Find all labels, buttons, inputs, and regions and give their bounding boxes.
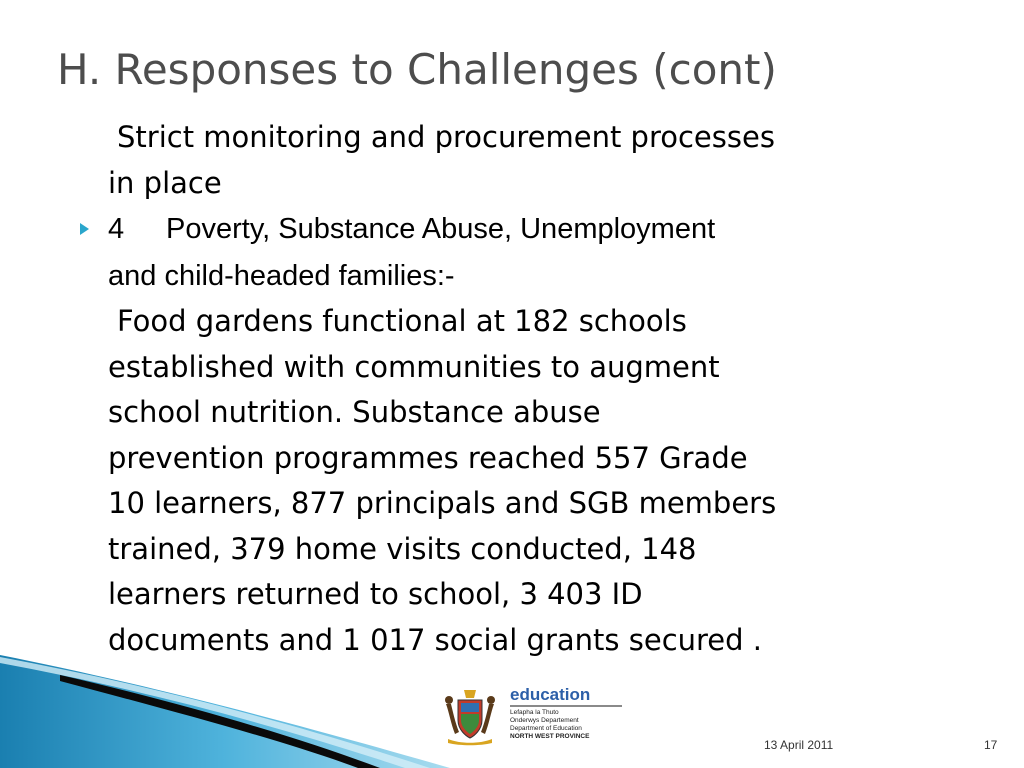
logo-divider [510, 705, 622, 707]
bullet-heading-line-1: Poverty, Substance Abuse, Unemployment [166, 213, 716, 245]
intro-paragraph [108, 115, 988, 206]
page-number: 17 [984, 738, 998, 752]
bullet-item-4 [108, 206, 988, 299]
bullet-heading-suffix: :- [436, 259, 455, 292]
intro-line-1: Strict monitoring and procurement processes [117, 120, 775, 154]
intro-line-2: in place [108, 165, 222, 200]
body-line: Food gardens functional at 182 schools [117, 304, 687, 338]
logo-line: Lefapha la Thuto [510, 709, 559, 716]
logo-title: education [510, 685, 591, 704]
logo-text [510, 686, 622, 741]
body-line: learners returned to school, 3 403 ID [108, 577, 643, 611]
bullet-number: 4 [108, 213, 125, 245]
slide-title: H. Responses to Challenges (cont) [57, 45, 777, 94]
logo-line: Department of Education [510, 725, 582, 732]
body-line: school nutrition. Substance abuse [108, 395, 601, 429]
body-line: established with communities to augment [108, 349, 720, 384]
logo-line: NORTH WEST PROVINCE [510, 733, 590, 740]
triangle-bullet-icon [80, 223, 89, 235]
department-logo [430, 684, 628, 750]
slide-content [108, 115, 988, 663]
logo-line: Onderwys Departement [510, 717, 579, 724]
decorative-wave [0, 643, 450, 768]
body-line: documents and 1 017 social grants secured . [108, 622, 762, 657]
coat-of-arms-icon [440, 686, 500, 746]
footer-date: 13 April 2011 [764, 738, 834, 752]
body-line: prevention programmes reached 557 Grade [108, 440, 748, 475]
bullet-heading-line-2: and child-headed families [108, 259, 437, 292]
body-line: 10 learners, 877 principals and SGB members [108, 486, 777, 520]
body-line: trained, 379 home visits conducted, 148 [108, 531, 697, 566]
body-paragraph [108, 299, 988, 663]
